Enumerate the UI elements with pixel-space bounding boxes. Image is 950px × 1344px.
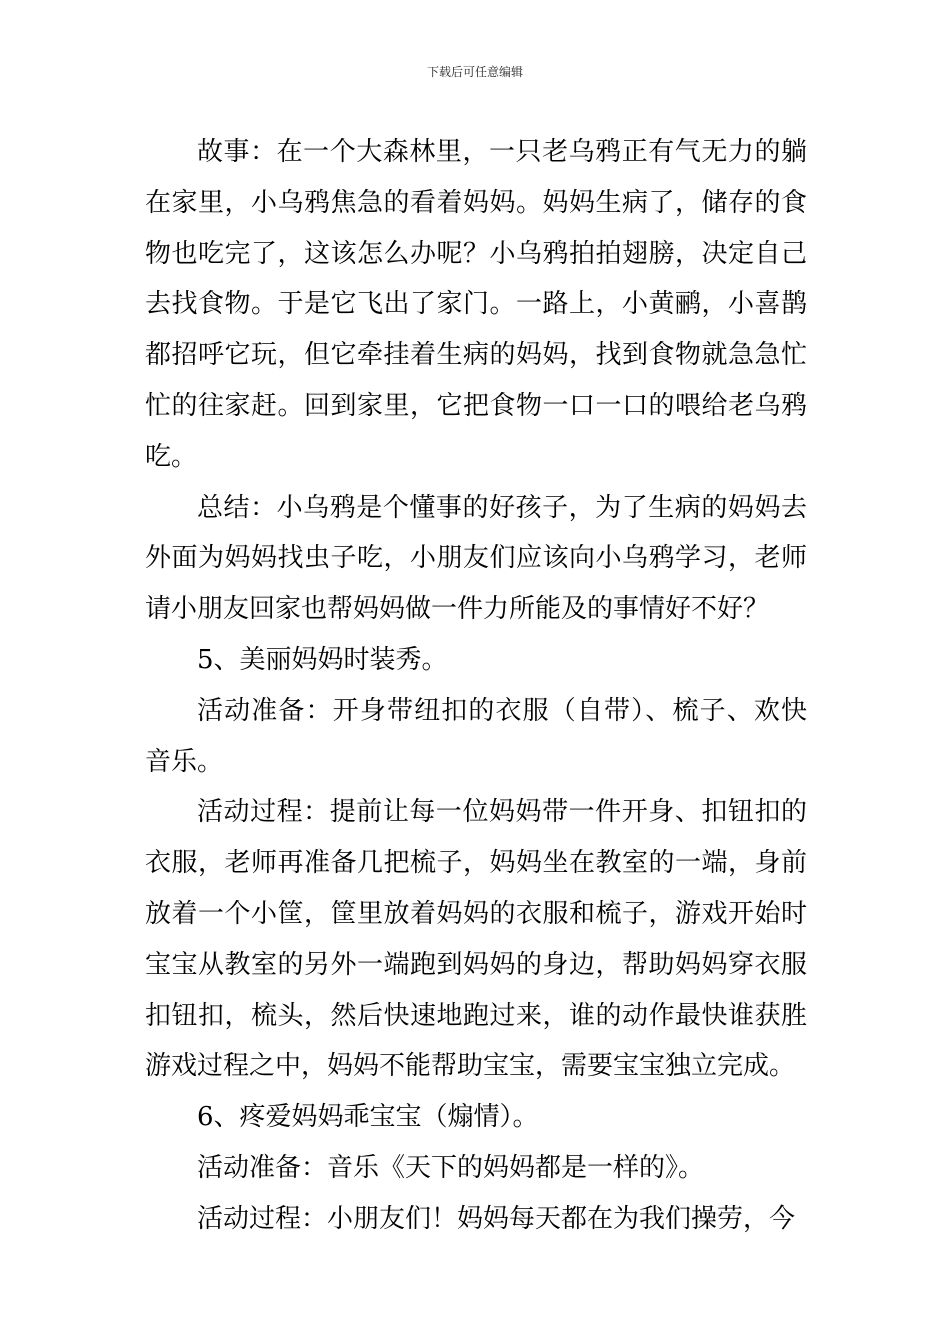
paragraph-summary: 总结：小乌鸦是个懂事的好孩子，为了生病的妈妈去外面为妈妈找虫子吃，小朋友们应该向小乌鸦学习，老师请小朋友回家也帮妈妈做一件力所能及的事情好不好？ [145, 492, 807, 625]
paragraph-process-5: 活动过程：提前让每一位妈妈带一件开身、扣钮扣的衣服，老师再准备几把梳子，妈妈坐在教室的一端，身前放着一个小筐，筐里放着妈妈的衣服和梳子，游戏开始时宝宝从教室的另外一端跑到妈妈的身边，帮助妈妈穿衣服扣钮扣，梳头，然后快速地跑过来，谁的动作最快谁获胜游戏过程之中，妈妈不能帮助宝宝，需要宝宝独立完成。 [145, 797, 807, 1082]
paragraph-story: 故事：在一个大森林里，一只老乌鸦正有气无力的躺在家里，小乌鸦焦急的看着妈妈。妈妈生病了，储存的食物也吃完了，这该怎么办呢？小乌鸦拍拍翅膀，决定自己去找食物。于是它飞出了家门。一路上，小黄鹂，小喜鹊都招呼它玩，但它牵挂着生病的妈妈，找到食物就急急忙忙的往家赶。回到家里，它把食物一口一口的喂给老乌鸦吃。 [145, 137, 807, 472]
section-heading-5: 5、美丽妈妈时装秀。 [197, 644, 448, 675]
page-header: 下载后可任意编辑 [426, 65, 523, 79]
paragraph-preparation-6: 活动准备：音乐《天下的妈妈都是一样的》。 [197, 1152, 705, 1183]
paragraph-preparation-5: 活动准备：开身带纽扣的衣服（自带）、梳子、欢快音乐。 [145, 695, 807, 777]
section-heading-6: 6、疼爱妈妈乖宝宝（煽情）。 [197, 1102, 539, 1133]
document-body [145, 127, 807, 1245]
paragraph-process-6: 活动过程：小朋友们！妈妈每天都在为我们操劳，今 [197, 1203, 796, 1234]
